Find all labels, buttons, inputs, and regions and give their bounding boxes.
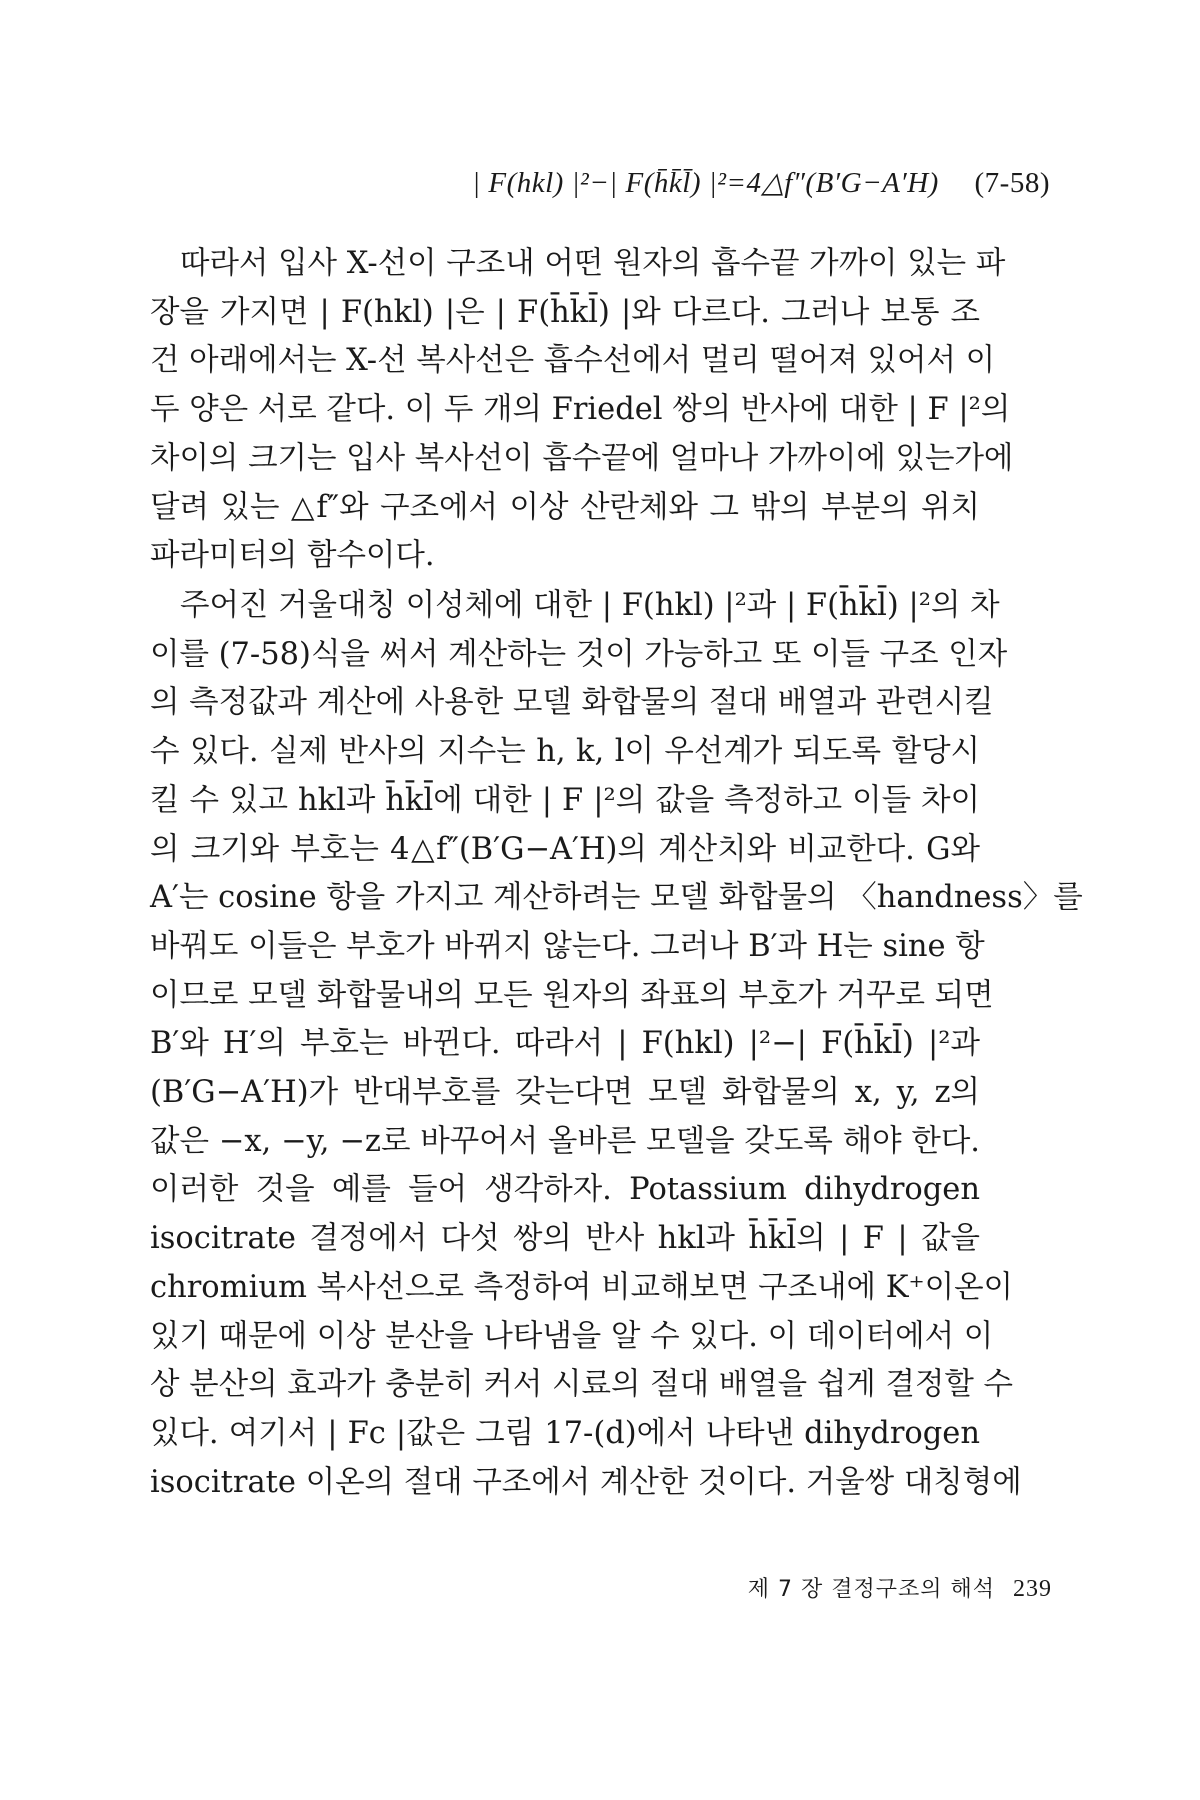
text-line: 이러한 것을 예를 들어 생각하자. Potassium dihydrogen (150, 1172, 980, 1208)
text-line: isocitrate 결정에서 다섯 쌍의 반사 hkl과 h̄k̄l̄의 | F | 값을 (150, 1221, 980, 1257)
text-line: 두 양은 서로 같다. 이 두 개의 Friedel 쌍의 반사에 대한 | F |²의 (150, 392, 1011, 428)
text-line: 값은 −x, −y, −z로 바꾸어서 올바른 모델을 갖도록 해야 한다. (150, 1123, 980, 1159)
text-line: 달려 있는 △f″와 구조에서 이상 산란체와 그 밖의 부분의 위치 (150, 489, 980, 525)
text-line: 건 아래에서는 X-선 복사선은 흡수선에서 멀리 떨어져 있어서 이 (150, 343, 996, 379)
text-line: (B′G−A′H)가 반대부호를 갖는다면 모델 화합물의 x, y, z의 (150, 1075, 980, 1111)
text-line: 주어진 거울대칭 이성체에 대한 | F(hkl) |²과 | F(h̄k̄l̄) |²의 차 (180, 588, 1000, 623)
page-number: 239 (1013, 1576, 1052, 1602)
text-line: 킬 수 있고 hkl과 h̄k̄l̄에 대한 | F |²의 값을 측정하고 이들 차이 (150, 782, 980, 818)
text-line: 있기 때문에 이상 분산을 나타냄을 알 수 있다. 이 데이터에서 이 (150, 1318, 994, 1354)
text-line: 의 측정값과 계산에 사용한 모델 화합물의 절대 배열과 관련시킬 (150, 685, 994, 721)
text-line: 상 분산의 효과가 충분히 커서 시료의 절대 배열을 쉽게 결정할 수 (150, 1367, 1013, 1403)
text-line: 바꿔도 이들은 부호가 바뀌지 않는다. 그러나 B′과 H는 sine 항 (150, 928, 985, 964)
text-line: isocitrate 이온의 절대 구조에서 계산한 것이다. 거울쌍 대칭형에 (150, 1464, 1022, 1500)
page-footer (748, 1572, 1052, 1603)
text-line: 이므로 모델 화합물내의 모든 원자의 좌표의 부호가 거꾸로 되면 (150, 977, 994, 1013)
paragraph-1 (150, 240, 1014, 581)
text-line: 이를 (7-58)식을 써서 계산하는 것이 가능하고 또 이들 구조 인자 (150, 636, 1008, 672)
text-line: A′는 cosine 항을 가지고 계산하려는 모델 화합물의 〈handness〉를 (150, 880, 1083, 916)
equation-7-58 (150, 165, 1050, 200)
text-line: 장을 가지면 | F(hkl) |은 | F(h̄k̄l̄) |와 다르다. 그러나 보통 조 (150, 294, 980, 330)
text-line: 따라서 입사 X-선이 구조내 어떤 원자의 흡수끝 가까이 있는 파 (180, 246, 1006, 281)
text-line: 파라미터의 함수이다. (150, 538, 435, 574)
text-line: 있다. 여기서 | Fc |값은 그림 17-(d)에서 나타낸 dihydrogen (150, 1415, 980, 1451)
text-line: 차이의 크기는 입사 복사선이 흡수끝에 얼마나 가까이에 있는가에 (150, 440, 1014, 476)
text-line: B′와 H′의 부호는 바뀐다. 따라서 | F(hkl) |²−| F(h̄k̄l̄) |²과 (150, 1026, 980, 1062)
chapter-title: 제 7 장 결정구조의 해석 (747, 1577, 995, 1602)
text-line: chromium 복사선으로 측정하여 비교해보면 구조내에 K⁺이온이 (150, 1269, 1013, 1305)
text-line: 수 있다. 실제 반사의 지수는 h, k, l이 우선계가 되도록 할당시 (150, 734, 980, 770)
equation-number: (7-58) (974, 167, 1050, 199)
text-line: 의 크기와 부호는 4△f″(B′G−A′H)의 계산치와 비교한다. G와 (150, 831, 980, 867)
equation-body: | F(hkl) |²−| F(h̄k̄l̄) |²=4△f″(B′G−A′H) (472, 167, 939, 199)
paragraph-2 (150, 582, 1083, 1507)
